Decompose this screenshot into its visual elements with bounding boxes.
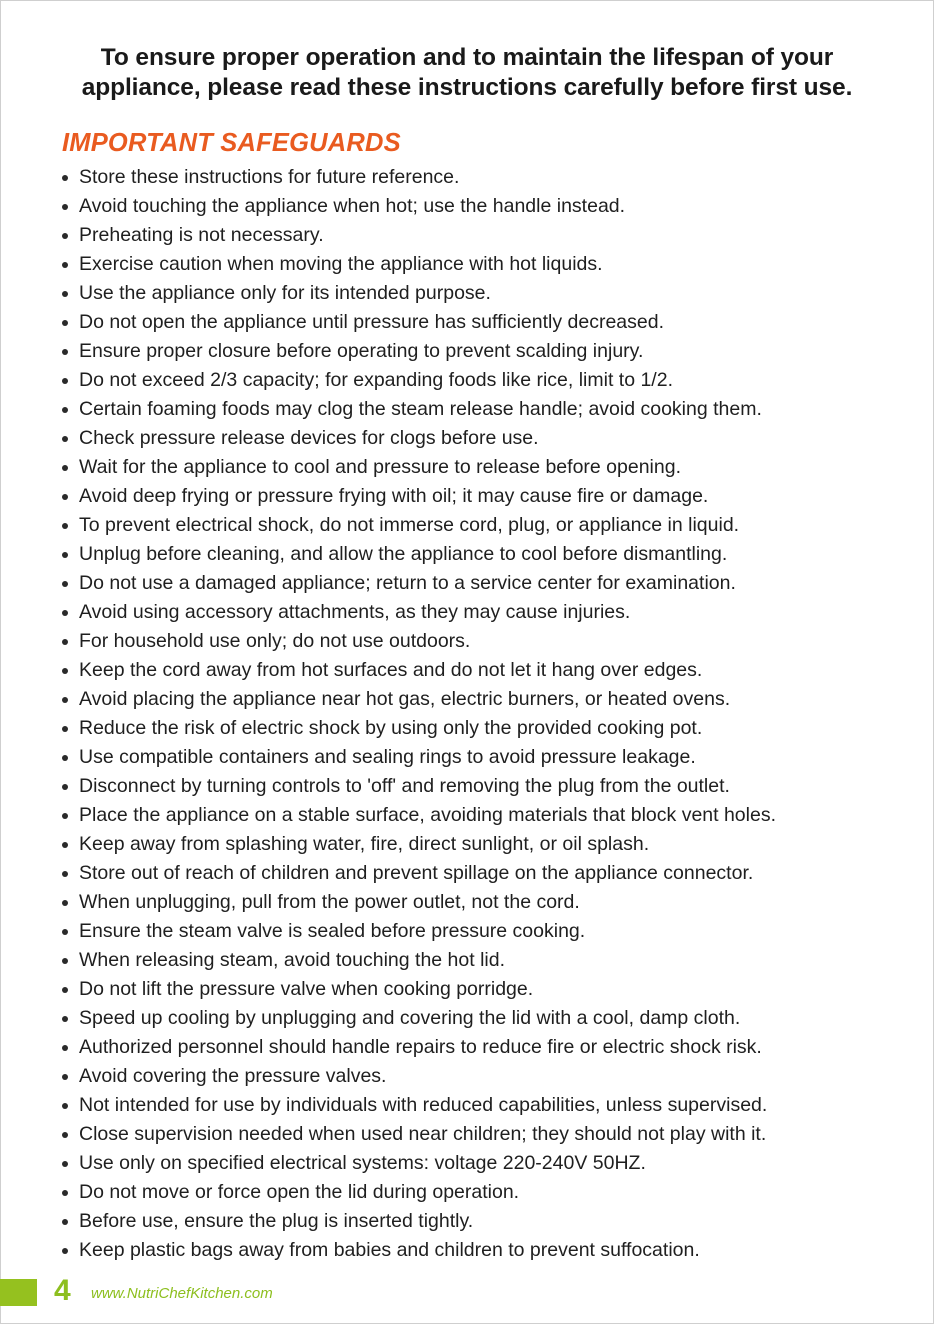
- list-item-text: Avoid using accessory attachments, as they may cause injuries.: [79, 601, 631, 623]
- list-item: [62, 975, 912, 1004]
- list-item-text: Use the appliance only for its intended purpose.: [79, 282, 491, 304]
- list-item: [62, 656, 912, 685]
- list-item: [62, 279, 912, 308]
- list-item-text: Reduce the risk of electric shock by using only the provided cooking pot.: [79, 717, 703, 739]
- bullet-icon: [62, 1074, 68, 1080]
- list-item: [62, 772, 912, 801]
- list-item: [62, 366, 912, 395]
- list-item: [62, 1178, 912, 1207]
- bullet-icon: [62, 262, 68, 268]
- intro-line-1: To ensure proper operation and to maintain the lifespan of your: [100, 44, 834, 71]
- list-item-text: Use compatible containers and sealing rings to avoid pressure leakage.: [79, 746, 696, 768]
- list-item-text: When releasing steam, avoid touching the hot lid.: [79, 949, 506, 971]
- list-item: [62, 685, 912, 714]
- list-item-text: Do not move or force open the lid during operation.: [79, 1181, 520, 1203]
- bullet-icon: [62, 494, 68, 500]
- bullet-icon: [62, 204, 68, 210]
- list-item: [62, 888, 912, 917]
- bullet-icon: [62, 697, 68, 703]
- list-item: [62, 1120, 912, 1149]
- bullet-icon: [62, 1132, 68, 1138]
- list-item: [62, 569, 912, 598]
- list-item: [62, 1149, 912, 1178]
- bullet-icon: [62, 639, 68, 645]
- list-item-text: Avoid touching the appliance when hot; use the handle instead.: [79, 195, 626, 217]
- bullet-icon: [62, 958, 68, 964]
- website-link[interactable]: www.NutriChefKitchen.com: [91, 1285, 273, 1302]
- page-number: 4: [54, 1274, 71, 1307]
- footer-accent-bar: [0, 1279, 37, 1306]
- list-item-text: Disconnect by turning controls to 'off' and removing the plug from the outlet.: [79, 775, 730, 797]
- list-item-text: Avoid deep frying or pressure frying with oil; it may cause fire or damage.: [79, 485, 709, 507]
- bullet-icon: [62, 320, 68, 326]
- bullet-icon: [62, 523, 68, 529]
- list-item-text: Check pressure release devices for clogs before use.: [79, 427, 539, 449]
- list-item-text: Ensure proper closure before operating to prevent scalding injury.: [79, 340, 644, 362]
- section-title: IMPORTANT SAFEGUARDS: [62, 129, 401, 157]
- list-item-text: Keep the cord away from hot surfaces and do not let it hang over edges.: [79, 659, 703, 681]
- list-item: [62, 424, 912, 453]
- bullet-icon: [62, 668, 68, 674]
- list-item-text: Keep plastic bags away from babies and children to prevent suffocation.: [79, 1239, 700, 1261]
- bullet-icon: [62, 929, 68, 935]
- bullet-icon: [62, 1248, 68, 1254]
- list-item: [62, 1062, 912, 1091]
- list-item-text: Do not open the appliance until pressure has sufficiently decreased.: [79, 311, 665, 333]
- list-item-text: Exercise caution when moving the appliance with hot liquids.: [79, 253, 603, 275]
- list-item-text: Avoid placing the appliance near hot gas, electric burners, or heated ovens.: [79, 688, 731, 710]
- bullet-icon: [62, 1016, 68, 1022]
- bullet-icon: [62, 378, 68, 384]
- bullet-icon: [62, 726, 68, 732]
- bullet-icon: [62, 1103, 68, 1109]
- list-item-text: To prevent electrical shock, do not immerse cord, plug, or appliance in liquid.: [79, 514, 740, 536]
- list-item-text: Authorized personnel should handle repairs to reduce fire or electric shock risk.: [79, 1036, 762, 1058]
- list-item: [62, 1033, 912, 1062]
- list-item: [62, 453, 912, 482]
- list-item-text: Avoid covering the pressure valves.: [79, 1065, 387, 1087]
- list-item-text: Place the appliance on a stable surface, avoiding materials that block vent holes.: [79, 804, 777, 826]
- list-item-text: Do not exceed 2/3 capacity; for expanding foods like rice, limit to 1/2.: [79, 369, 673, 391]
- list-item-text: When unplugging, pull from the power outlet, not the cord.: [79, 891, 580, 913]
- list-item-text: Keep away from splashing water, fire, direct sunlight, or oil splash.: [79, 833, 650, 855]
- list-item: [62, 482, 912, 511]
- bullet-icon: [62, 233, 68, 239]
- bullet-icon: [62, 610, 68, 616]
- safeguards-list: [62, 163, 912, 1265]
- list-item: [62, 540, 912, 569]
- list-item-text: Store these instructions for future reference.: [79, 166, 460, 188]
- list-item: [62, 1091, 912, 1120]
- list-item-text: Ensure the steam valve is sealed before pressure cooking.: [79, 920, 586, 942]
- list-item: [62, 1236, 912, 1265]
- list-item: [62, 221, 912, 250]
- list-item-text: Close supervision needed when used near children; they should not play with it.: [79, 1123, 767, 1145]
- list-item: [62, 801, 912, 830]
- bullet-icon: [62, 407, 68, 413]
- list-item-text: Unplug before cleaning, and allow the appliance to cool before dismantling.: [79, 543, 728, 565]
- bullet-icon: [62, 175, 68, 181]
- bullet-icon: [62, 1190, 68, 1196]
- bullet-icon: [62, 871, 68, 877]
- list-item: [62, 1004, 912, 1033]
- list-item: [62, 946, 912, 975]
- bullet-icon: [62, 291, 68, 297]
- list-item: [62, 714, 912, 743]
- list-item-text: Preheating is not necessary.: [79, 224, 324, 246]
- bullet-icon: [62, 900, 68, 906]
- list-item-text: Use only on specified electrical systems: voltage 220-240V 50HZ.: [79, 1152, 646, 1174]
- list-item: [62, 859, 912, 888]
- list-item: [62, 192, 912, 221]
- bullet-icon: [62, 784, 68, 790]
- list-item: [62, 395, 912, 424]
- list-item: [62, 1207, 912, 1236]
- list-item-text: Do not use a damaged appliance; return to a service center for examination.: [79, 572, 736, 594]
- list-item: [62, 337, 912, 366]
- list-item: [62, 250, 912, 279]
- bullet-icon: [62, 436, 68, 442]
- bullet-icon: [62, 1161, 68, 1167]
- list-item: [62, 598, 912, 627]
- list-item-text: Not intended for use by individuals with reduced capabilities, unless supervised.: [79, 1094, 768, 1116]
- bullet-icon: [62, 465, 68, 471]
- bullet-icon: [62, 755, 68, 761]
- list-item: [62, 627, 912, 656]
- bullet-icon: [62, 552, 68, 558]
- list-item-text: Speed up cooling by unplugging and covering the lid with a cool, damp cloth.: [79, 1007, 741, 1029]
- list-item: [62, 163, 912, 192]
- list-item: [62, 830, 912, 859]
- list-item: [62, 511, 912, 540]
- bullet-icon: [62, 349, 68, 355]
- list-item-text: Wait for the appliance to cool and pressure to release before opening.: [79, 456, 681, 478]
- bullet-icon: [62, 581, 68, 587]
- bullet-icon: [62, 1045, 68, 1051]
- bullet-icon: [62, 987, 68, 993]
- intro-line-2: appliance, please read these instructions carefully before first use.: [81, 74, 853, 101]
- list-item: [62, 917, 912, 946]
- list-item-text: Store out of reach of children and prevent spillage on the appliance connector.: [79, 862, 754, 884]
- bullet-icon: [62, 1219, 68, 1225]
- list-item-text: Before use, ensure the plug is inserted tightly.: [79, 1210, 474, 1232]
- intro-notice: [40, 43, 894, 103]
- bullet-icon: [62, 813, 68, 819]
- list-item: [62, 308, 912, 337]
- list-item-text: For household use only; do not use outdoors.: [79, 630, 471, 652]
- list-item-text: Do not lift the pressure valve when cooking porridge.: [79, 978, 534, 1000]
- list-item: [62, 743, 912, 772]
- list-item-text: Certain foaming foods may clog the steam release handle; avoid cooking them.: [79, 398, 762, 420]
- bullet-icon: [62, 842, 68, 848]
